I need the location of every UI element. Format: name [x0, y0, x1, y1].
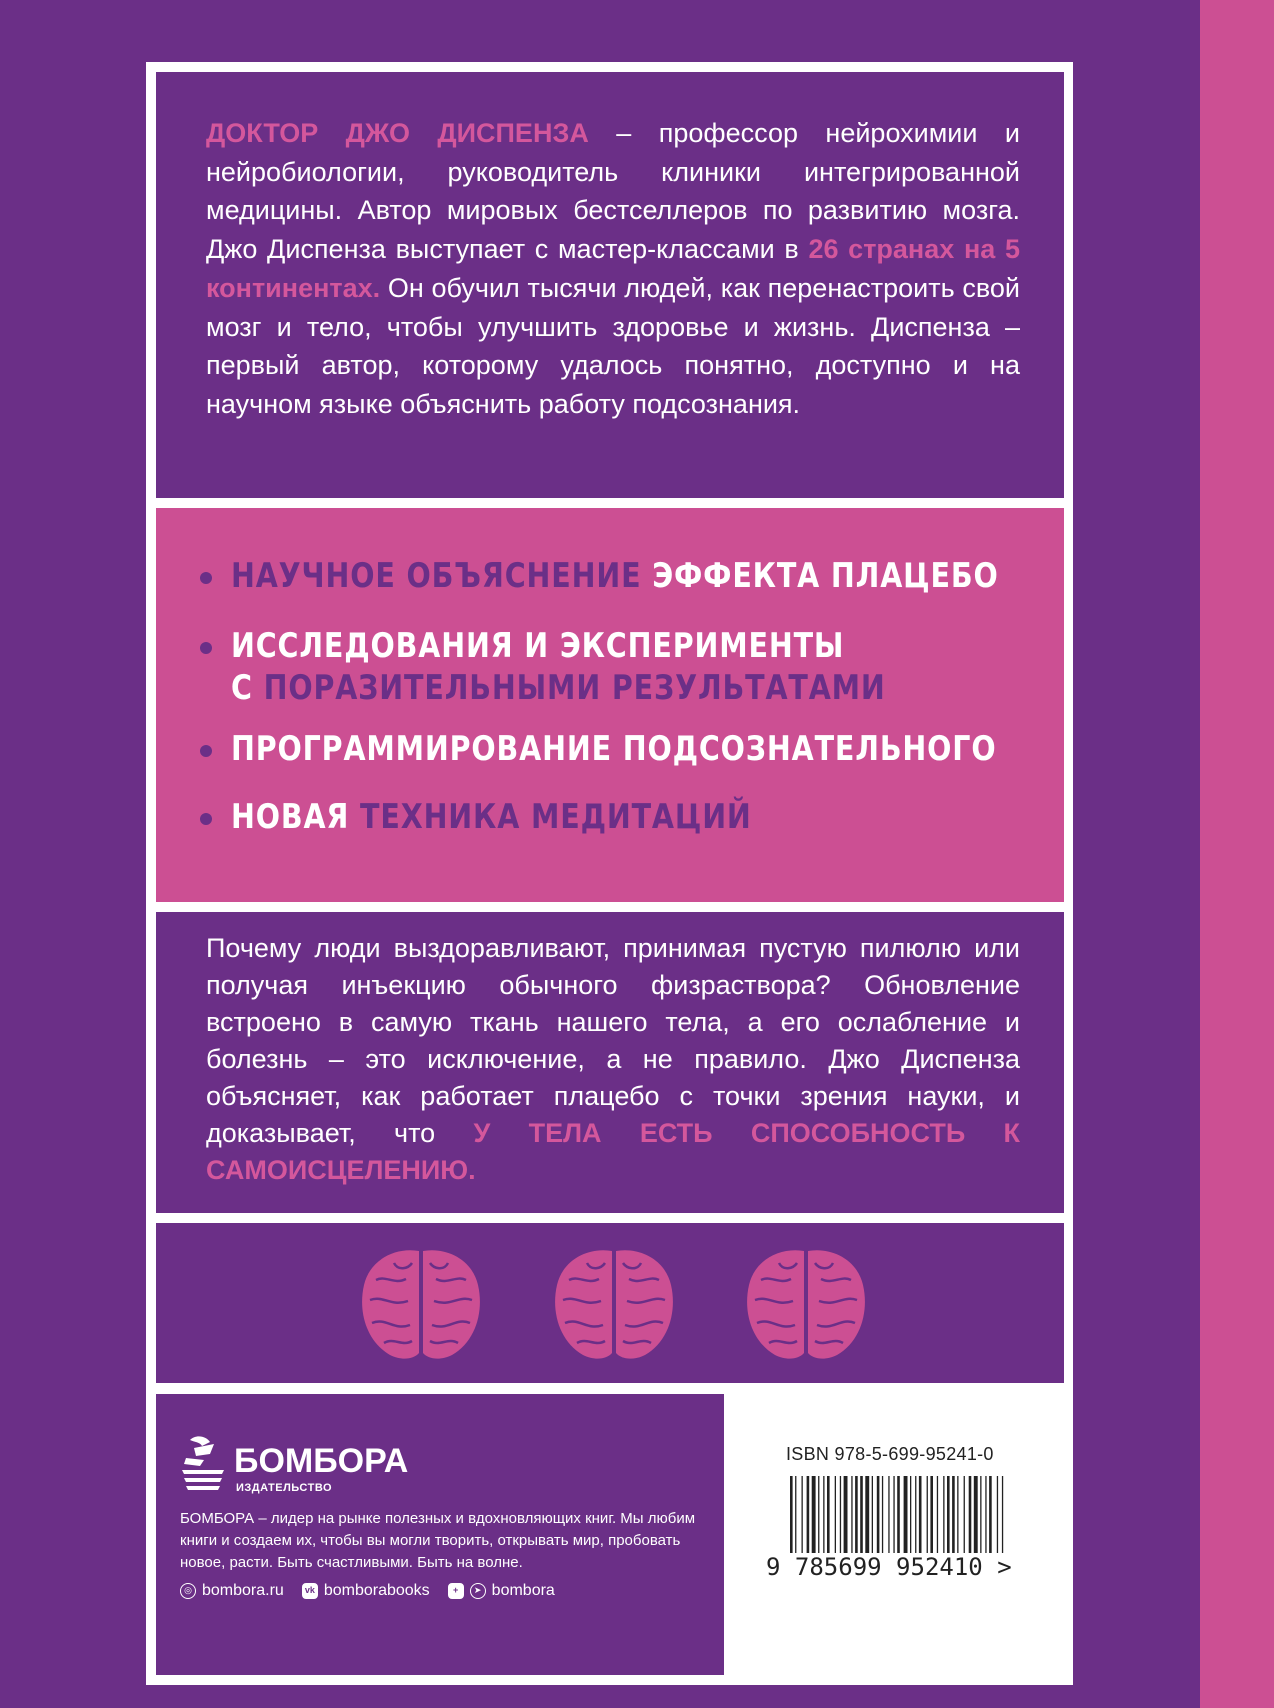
description-highlight: У ТЕЛА ЕСТЬ СПОСОБНОСТЬ К САМОИСЦЕЛЕНИЮ.	[206, 1118, 1021, 1185]
book-description: Почему люди выздоравливают, принимая пустую пилюлю или получая инъекцию обычного физраствора? Обновление встроено в самую ткань нашего тела, а его ослабление и болезнь – это исключение, а не правило. Джо Диспенза объясняет, как работает плацебо с точки зрения науки, и доказывает, что У ТЕЛА ЕСТЬ СПОСОБНОСТЬ К САМОИСЦЕЛЕНИЮ.	[206, 933, 1021, 1185]
bullet-dot-icon	[200, 642, 212, 654]
social-links	[180, 1582, 555, 1600]
feature-item-placebo: НАУЧНОЕ ОБЪЯСНЕНИЕ ЭФФЕКТА ПЛАЦЕБО	[200, 555, 1050, 612]
publisher-logo	[180, 1432, 409, 1499]
feature-item-meditation: НОВАЯ ТЕХНИКА МЕДИТАЦИЙ	[200, 796, 1050, 853]
vk-link[interactable]: vk bomborabooks	[302, 1582, 430, 1600]
publisher-name: БОМБОРА	[234, 1442, 409, 1480]
isbn-label: ISBN 978-5-699-95241-0	[786, 1444, 994, 1464]
author-name: ДОКТОР ДЖО ДИСПЕНЗА	[206, 118, 589, 148]
feature-item-research: ИССЛЕДОВАНИЯ И ЭКСПЕРИМЕНТЫ С ПОРАЗИТЕЛЬНЫМИ РЕЗУЛЬТАТАМИ	[200, 625, 1050, 731]
vk-icon: vk	[302, 1583, 318, 1599]
bullet-dot-icon	[200, 572, 212, 584]
telegram-icon: ➤	[470, 1583, 486, 1599]
publisher-about: БОМБОРА – лидер на рынке полезных и вдохновляющих книг. Мы любим книги и создаем их, чтобы вы могли творить, открывать мир, пробовать новое, расти. Быть счастливыми. Быть на волне.	[180, 1510, 696, 1571]
brain-illustrations	[156, 1223, 1064, 1383]
globe-icon: ◎	[180, 1583, 196, 1599]
website-link[interactable]: ◎ bombora.ru	[180, 1582, 284, 1600]
bullet-dot-icon	[200, 813, 212, 825]
plus-icon: +	[448, 1583, 464, 1599]
brain-icon	[741, 1245, 871, 1363]
book-spine-strip	[1200, 0, 1274, 1708]
bio-highlight: 26 странах на 5 континентах.	[206, 234, 1021, 303]
telegram-link[interactable]: + ➤ bombora	[448, 1582, 555, 1600]
brain-icon	[356, 1245, 486, 1363]
publisher-subtitle: ИЗДАТЕЛЬСТВО	[236, 1482, 333, 1494]
bullet-dot-icon	[200, 745, 212, 757]
bombora-logo-icon	[180, 1432, 228, 1494]
feature-list	[200, 555, 1050, 853]
author-bio: ДОКТОР ДЖО ДИСПЕНЗА – профессор нейрохимии и нейробиологии, руководитель клиники интегрированной медицины. Автор мировых бестселлеров по развитию мозга. Джо Диспенза выступает с мастер-классами в 26 странах на 5 континентах. Он обучил тысячи людей, как перенастроить свой мозг и тело, чтобы улучшить здоровье и жизнь. Диспенза – первый автор, которому удалось понятно, доступно и на научном языке объяснить работу подсознания.	[206, 118, 1021, 419]
brain-icon	[549, 1245, 679, 1363]
feature-item-programming: ПРОГРАММИРОВАНИЕ ПОДСОЗНАТЕЛЬНОГО	[200, 728, 1050, 785]
barcode-digits: 9 785699 952410 >	[766, 1553, 1012, 1581]
